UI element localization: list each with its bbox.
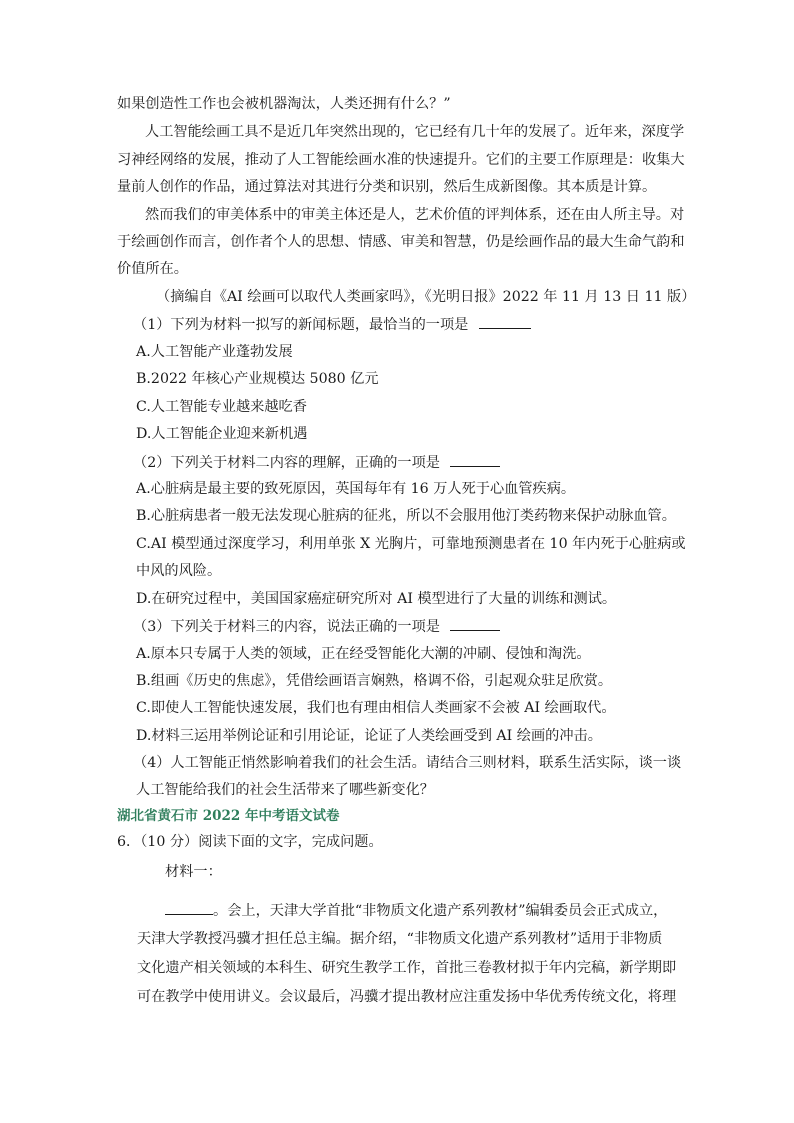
option-b: B.心脏病患者一般无法发现心脏病的征兆，所以不会服用他汀类药物来保护动脉血管。 — [136, 508, 676, 524]
paragraph-line: 习神经网络的发展，推动了人工智能绘画水准的快速提升。它们的主要工作原理是：收集大 — [117, 152, 685, 168]
option-d: D.材料三运用举例论证和引用论证，论证了人类绘画受到 AI 绘画的冲击。 — [136, 728, 602, 744]
option-c: C.人工智能专业越来越吃香 — [136, 399, 307, 415]
question-stem-text: （1）下列为材料一拟写的新闻标题，最恰当的一项是 — [133, 317, 469, 333]
option-d: D.在研究过程中，美国国家癌症研究所对 AI 模型进行了大量的训练和测试。 — [136, 591, 617, 607]
answer-blank — [450, 452, 500, 467]
question-3-stem — [133, 616, 500, 637]
answer-blank — [450, 616, 500, 631]
question-4-line: 人工智能给我们的社会生活带来了哪些新变化？ — [136, 782, 434, 798]
question-stem-text: （2）下列关于材料二内容的理解，正确的一项是 — [133, 455, 440, 471]
option-a: A.心脏病是最主要的致死原因，英国每年有 16 万人死于心血管疾病。 — [136, 481, 576, 497]
source-citation: （摘编自《AI 绘画可以取代人类画家吗》，《光明日报》2022 年 11 月 13 日 11 版） — [156, 289, 696, 305]
exam-title: 湖北省黄石市 2022 年中考语文试卷 — [117, 808, 340, 824]
question-6-heading: 6．（10 分）阅读下面的文字，完成问题。 — [117, 834, 383, 850]
option-b: B.组画《历史的焦虑》，凭借绘画语言娴熟，格调不俗，引起观众驻足欣赏。 — [136, 673, 613, 689]
paragraph-line: 如果创造性工作也会被机器淘汰，人类还拥有什么？” — [117, 96, 451, 112]
option-b: B.2022 年核心产业规模达 5080 亿元 — [136, 371, 379, 387]
question-4-line: （4）人工智能正悄然影响着我们的社会生活。请结合三则材料，联系生活实际，谈一谈 — [133, 755, 682, 771]
question-stem-text: （3）下列关于材料三的内容，说法正确的一项是 — [133, 619, 440, 635]
option-a: A.原本只专属于人类的领域，正在经受智能化大潮的冲刷、侵蚀和淘洗。 — [136, 646, 591, 662]
paragraph-line: 量前人创作的作品，通过算法对其进行分类和识别，然后生成新图像。其本质是计算。 — [117, 179, 657, 195]
material-line: 可在教学中使用讲义。会议最后，冯骥才提出教材应注重发扬中华优秀传统文化，将理 — [137, 989, 677, 1005]
material-line: 文化遗产相关领域的本科生、研究生教学工作，首批三卷教材拟于年内完稿，新学期即 — [137, 960, 677, 976]
option-d: D.人工智能企业迎来新机遇 — [136, 426, 308, 442]
material-label: 材料一： — [165, 864, 222, 880]
answer-blank — [479, 314, 531, 329]
option-c: C.AI 模型通过深度学习，利用单张 X 光胸片，可靠地预测患者在 10 年内死于心脏病或 — [136, 536, 686, 552]
paragraph-line: 然而我们的审美体系中的审美主体还是人，艺术价值的评判体系，还在由人所主导。对 — [145, 207, 685, 223]
question-1-stem — [133, 314, 531, 335]
paragraph-line: 于绘画创作而言，创作者个人的思想、情感、审美和智慧，仍是绘画作品的最大生命气韵和 — [117, 234, 685, 250]
paragraph-line: 人工智能绘画工具不是近几年突然出现的，它已经有几十年的发展了。近年来，深度学 — [145, 124, 685, 140]
paragraph-line: 价值所在。 — [117, 261, 188, 277]
option-a: A.人工智能产业蓬勃发展 — [136, 344, 293, 360]
material-line — [165, 900, 667, 921]
answer-blank — [165, 900, 213, 915]
material-line: 天津大学教授冯骥才担任总主编。据介绍，“非物质文化遗产系列教材”适用于非物质 — [137, 931, 663, 947]
question-2-stem — [133, 452, 500, 473]
option-c-continued: 中风的风险。 — [136, 563, 222, 579]
option-c: C.即使人工智能快速发展，我们也有理由相信人类画家不会被 AI 绘画取代。 — [136, 700, 616, 716]
material-text: 。会上，天津大学首批“非物质文化遗产系列教材”编辑委员会正式成立， — [213, 903, 668, 919]
